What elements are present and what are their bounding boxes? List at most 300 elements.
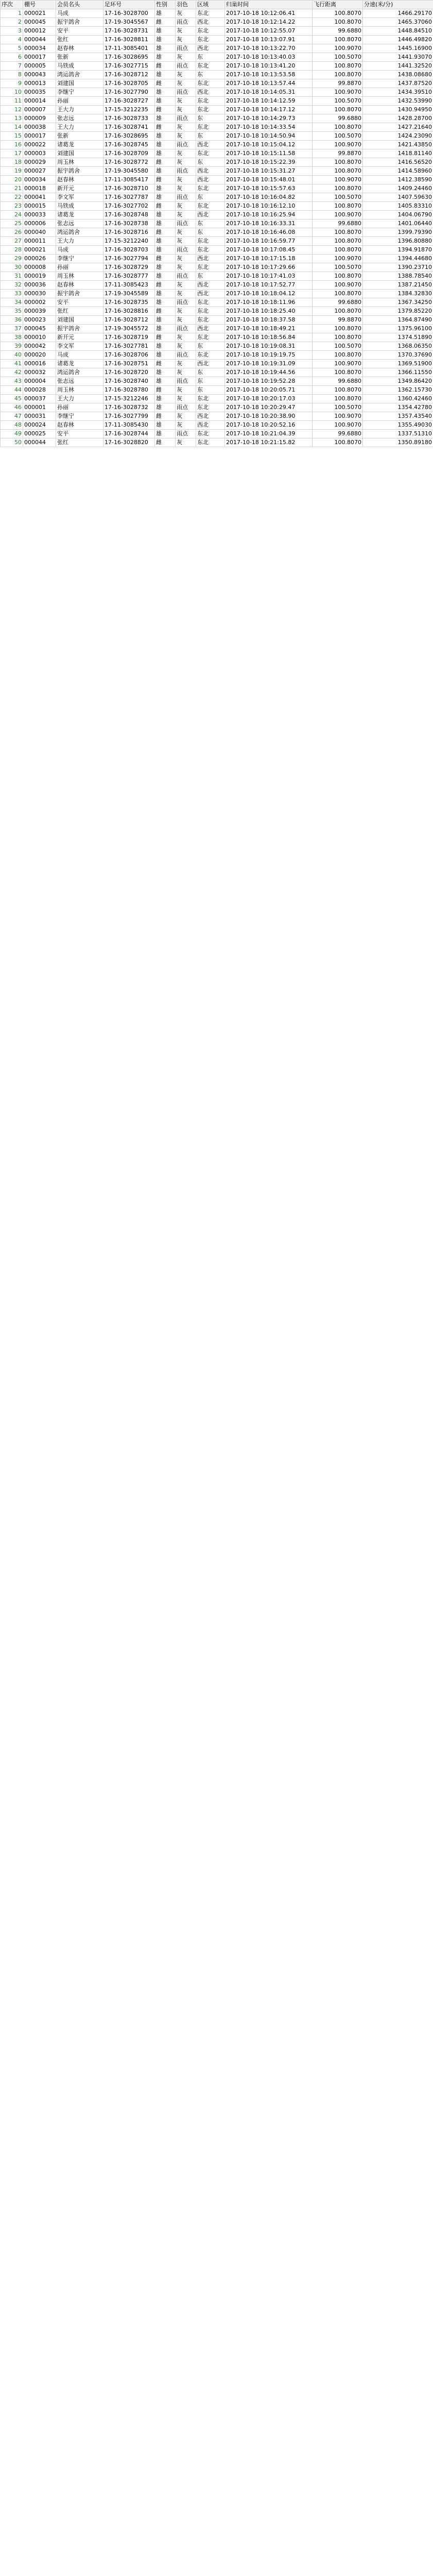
- table-cell: 000041: [23, 193, 56, 202]
- table-cell: 1428.28700: [363, 114, 433, 123]
- table-cell: 灰: [176, 184, 196, 193]
- table-cell: 000020: [23, 351, 56, 360]
- table-row: [1, 351, 433, 360]
- table-cell: 1369.51900: [363, 360, 433, 368]
- table-cell: 1416.56520: [363, 158, 433, 167]
- table-cell: 000035: [23, 88, 56, 97]
- table-row: [1, 290, 433, 298]
- table-cell: 东: [196, 386, 225, 395]
- table-row: [1, 167, 433, 176]
- table-cell: 雄: [155, 219, 176, 228]
- table-cell: 西北: [196, 18, 225, 27]
- table-cell: 雨点: [176, 351, 196, 360]
- table-cell: 灰: [176, 290, 196, 298]
- table-cell: 东北: [196, 351, 225, 360]
- table-cell: 40: [1, 351, 23, 360]
- table-cell: 42: [1, 368, 23, 377]
- table-cell: 灰: [176, 368, 196, 377]
- table-cell: 2017-10-18 10:19:19.75: [225, 351, 313, 360]
- table-cell: 100.8070: [313, 106, 363, 114]
- table-cell: 000001: [23, 403, 56, 412]
- table-cell: 100.9070: [313, 412, 363, 421]
- table-row: [1, 272, 433, 281]
- table-cell: 38: [1, 333, 23, 342]
- table-cell: 100.8070: [313, 438, 363, 447]
- table-cell: 灰: [176, 27, 196, 36]
- table-cell: 2017-10-18 10:20:52.16: [225, 421, 313, 430]
- table-cell: 99.6880: [313, 298, 363, 307]
- table-cell: 雄: [155, 237, 176, 246]
- table-cell: 东北: [196, 298, 225, 307]
- table-cell: 东: [196, 132, 225, 141]
- table-cell: 灰: [176, 132, 196, 141]
- table-cell: 雨点: [176, 272, 196, 281]
- table-cell: 17-16-3028744: [103, 430, 155, 438]
- table-cell: 王大力: [56, 237, 103, 246]
- table-cell: 17-16-3028727: [103, 97, 155, 106]
- table-cell: 000037: [23, 395, 56, 403]
- table-cell: 周玉林: [56, 272, 103, 281]
- table-cell: 1375.96100: [363, 325, 433, 333]
- table-cell: 28: [1, 246, 23, 255]
- table-row: [1, 403, 433, 412]
- table-cell: 灰: [176, 333, 196, 342]
- table-cell: 17-16-3028740: [103, 377, 155, 386]
- table-cell: 1399.79390: [363, 228, 433, 237]
- table-cell: 000021: [23, 9, 56, 18]
- table-cell: 振宇鸽舍: [56, 290, 103, 298]
- table-cell: 诸葛龙: [56, 141, 103, 149]
- table-cell: 张志远: [56, 219, 103, 228]
- table-cell: 雌: [155, 176, 176, 184]
- table-cell: 雨点: [176, 298, 196, 307]
- table-cell: 000040: [23, 228, 56, 237]
- table-cell: 33: [1, 290, 23, 298]
- table-cell: 1370.37690: [363, 351, 433, 360]
- table-cell: 东: [196, 219, 225, 228]
- table-cell: 8: [1, 71, 23, 79]
- table-cell: 1337.51310: [363, 430, 433, 438]
- table-cell: 99.8870: [313, 316, 363, 325]
- table-cell: 000013: [23, 79, 56, 88]
- header-cell: 归巢时间: [225, 1, 313, 9]
- table-cell: 99.6880: [313, 430, 363, 438]
- table-cell: 000030: [23, 290, 56, 298]
- table-cell: 东北: [196, 62, 225, 71]
- table-cell: 东: [196, 342, 225, 351]
- table-cell: 西北: [196, 281, 225, 290]
- table-cell: 100.5070: [313, 342, 363, 351]
- table-cell: 灰: [176, 36, 196, 44]
- table-cell: 17-16-3028777: [103, 272, 155, 281]
- table-cell: 19: [1, 167, 23, 176]
- table-cell: 000002: [23, 298, 56, 307]
- table-row: [1, 36, 433, 44]
- table-row: [1, 395, 433, 403]
- table-row: [1, 325, 433, 333]
- table-cell: 诸葛龙: [56, 360, 103, 368]
- table-cell: 10: [1, 88, 23, 97]
- table-cell: 周玉林: [56, 158, 103, 167]
- table-cell: 2: [1, 18, 23, 27]
- table-cell: 2017-10-18 10:18:25.40: [225, 307, 313, 316]
- table-cell: 1349.86420: [363, 377, 433, 386]
- table-cell: 100.9070: [313, 44, 363, 53]
- table-cell: 17-16-3028706: [103, 351, 155, 360]
- table-cell: 100.9070: [313, 88, 363, 97]
- table-cell: 17-16-3028816: [103, 307, 155, 316]
- table-cell: 1432.53990: [363, 97, 433, 106]
- table-cell: 27: [1, 237, 23, 246]
- table-cell: 东北: [196, 438, 225, 447]
- table-cell: 雌: [155, 333, 176, 342]
- table-cell: 000034: [23, 44, 56, 53]
- table-cell: 雨点: [176, 62, 196, 71]
- table-cell: 东北: [196, 79, 225, 88]
- table-cell: 东: [196, 272, 225, 281]
- table-cell: 100.8070: [313, 158, 363, 167]
- table-cell: 雌: [155, 438, 176, 447]
- table-cell: 17-15-3212246: [103, 395, 155, 403]
- table-cell: 17-16-3028703: [103, 246, 155, 255]
- table-cell: 灰: [176, 386, 196, 395]
- table-cell: 17-19-3045572: [103, 325, 155, 333]
- table-cell: 1448.84510: [363, 27, 433, 36]
- table-row: [1, 298, 433, 307]
- table-row: [1, 123, 433, 132]
- table-cell: 100.9070: [313, 176, 363, 184]
- table-cell: 000003: [23, 149, 56, 158]
- table-cell: 17-16-3028700: [103, 9, 155, 18]
- header-row: [1, 1, 433, 9]
- table-cell: 000008: [23, 263, 56, 272]
- table-cell: 2017-10-18 10:18:49.21: [225, 325, 313, 333]
- table-cell: 雄: [155, 263, 176, 272]
- table-cell: 赵春林: [56, 44, 103, 53]
- table-cell: 12: [1, 106, 23, 114]
- table-cell: 24: [1, 211, 23, 219]
- table-cell: 振宇鸽舍: [56, 167, 103, 176]
- table-row: [1, 176, 433, 184]
- table-cell: 17-16-3028720: [103, 368, 155, 377]
- header-cell: 足环号: [103, 1, 155, 9]
- table-cell: 1388.78540: [363, 272, 433, 281]
- table-cell: 100.8070: [313, 333, 363, 342]
- table-cell: 100.8070: [313, 386, 363, 395]
- table-cell: 000011: [23, 237, 56, 246]
- table-cell: 雨点: [176, 18, 196, 27]
- table-cell: 李文军: [56, 342, 103, 351]
- table-cell: 000036: [23, 281, 56, 290]
- table-cell: 000024: [23, 421, 56, 430]
- table-row: [1, 377, 433, 386]
- table-cell: 22: [1, 193, 23, 202]
- table-cell: 100.8070: [313, 123, 363, 132]
- table-cell: 000019: [23, 272, 56, 281]
- table-cell: 王大力: [56, 395, 103, 403]
- table-cell: 17-11-3085417: [103, 176, 155, 184]
- table-cell: 灰: [176, 263, 196, 272]
- table-row: [1, 27, 433, 36]
- table-cell: 张新: [56, 53, 103, 62]
- table-cell: 雄: [155, 184, 176, 193]
- table-cell: 雨点: [176, 114, 196, 123]
- table-cell: 000009: [23, 114, 56, 123]
- table-cell: 王大力: [56, 106, 103, 114]
- table-cell: 49: [1, 430, 23, 438]
- table-cell: 1379.85220: [363, 307, 433, 316]
- table-row: [1, 71, 433, 79]
- table-cell: 灰: [176, 228, 196, 237]
- table-cell: 雌: [155, 360, 176, 368]
- table-cell: 000025: [23, 430, 56, 438]
- table-cell: 25: [1, 219, 23, 228]
- table-cell: 雄: [155, 430, 176, 438]
- header-cell: 序次: [1, 1, 23, 9]
- table-cell: 14: [1, 123, 23, 132]
- table-cell: 雨点: [176, 219, 196, 228]
- table-cell: 000038: [23, 123, 56, 132]
- table-cell: 雨点: [176, 88, 196, 97]
- table-cell: 17-16-3027715: [103, 62, 155, 71]
- table-cell: 雌: [155, 123, 176, 132]
- table-cell: 000012: [23, 27, 56, 36]
- table-cell: 99.6880: [313, 114, 363, 123]
- table-cell: 东: [196, 193, 225, 202]
- table-cell: 东北: [196, 263, 225, 272]
- table-cell: 李继宁: [56, 88, 103, 97]
- table-cell: 鸿运鸽舍: [56, 228, 103, 237]
- table-cell: 东北: [196, 9, 225, 18]
- table-cell: 安平: [56, 430, 103, 438]
- table-row: [1, 106, 433, 114]
- table-row: [1, 316, 433, 325]
- table-cell: 17: [1, 149, 23, 158]
- table-cell: 100.8070: [313, 307, 363, 316]
- table-cell: 振宇鸽舍: [56, 18, 103, 27]
- table-cell: 000017: [23, 132, 56, 141]
- table-cell: 灰: [176, 316, 196, 325]
- table-cell: 100.8070: [313, 18, 363, 27]
- table-cell: 000028: [23, 386, 56, 395]
- table-cell: 雄: [155, 246, 176, 255]
- table-cell: 李继宁: [56, 255, 103, 263]
- table-cell: 西北: [196, 290, 225, 298]
- table-cell: 张新: [56, 132, 103, 141]
- table-cell: 000006: [23, 219, 56, 228]
- table-cell: 灰: [176, 281, 196, 290]
- table-cell: 32: [1, 281, 23, 290]
- table-cell: 1409.24460: [363, 184, 433, 193]
- table-cell: 16: [1, 141, 23, 149]
- table-cell: 马成: [56, 351, 103, 360]
- table-cell: 雨点: [176, 403, 196, 412]
- table-row: [1, 88, 433, 97]
- table-cell: 000017: [23, 53, 56, 62]
- table-cell: 孙丽: [56, 403, 103, 412]
- table-cell: 灰: [176, 255, 196, 263]
- table-row: [1, 237, 433, 246]
- table-cell: 99.8870: [313, 79, 363, 88]
- table-cell: 刘建国: [56, 79, 103, 88]
- table-cell: 000023: [23, 316, 56, 325]
- table-cell: 17-16-3028705: [103, 79, 155, 88]
- table-cell: 2017-10-18 10:17:52.77: [225, 281, 313, 290]
- table-cell: 1390.23710: [363, 263, 433, 272]
- table-cell: 鸿运鸽舍: [56, 368, 103, 377]
- table-cell: 30: [1, 263, 23, 272]
- table-cell: 东北: [196, 307, 225, 316]
- table-cell: 东北: [196, 123, 225, 132]
- table-cell: 2017-10-18 10:18:11.96: [225, 298, 313, 307]
- table-cell: 2017-10-18 10:14:50.94: [225, 132, 313, 141]
- table-cell: 灰: [176, 123, 196, 132]
- table-cell: 东: [196, 53, 225, 62]
- table-row: [1, 97, 433, 106]
- table-cell: 2017-10-18 10:17:29.66: [225, 263, 313, 272]
- table-cell: 雌: [155, 202, 176, 211]
- header-cell: 棚号: [23, 1, 56, 9]
- table-row: [1, 368, 433, 377]
- table-cell: 雄: [155, 167, 176, 176]
- table-cell: 100.8070: [313, 184, 363, 193]
- table-cell: 41: [1, 360, 23, 368]
- table-cell: 雄: [155, 351, 176, 360]
- table-cell: 西北: [196, 412, 225, 421]
- table-cell: 灰: [176, 307, 196, 316]
- table-cell: 13: [1, 114, 23, 123]
- table-cell: 东北: [196, 36, 225, 44]
- table-cell: 2017-10-18 10:19:08.31: [225, 342, 313, 351]
- table-cell: 2017-10-18 10:14:17.12: [225, 106, 313, 114]
- table-cell: 17-16-3028731: [103, 27, 155, 36]
- table-row: [1, 412, 433, 421]
- table-cell: 2017-10-18 10:13:53.58: [225, 71, 313, 79]
- table-cell: 张红: [56, 438, 103, 447]
- table-cell: 1355.49030: [363, 421, 433, 430]
- table-cell: 17-19-3045567: [103, 18, 155, 27]
- table-cell: 17-16-3028695: [103, 132, 155, 141]
- table-cell: 2017-10-18 10:15:22.39: [225, 158, 313, 167]
- table-cell: 1394.91870: [363, 246, 433, 255]
- table-cell: 雄: [155, 132, 176, 141]
- table-cell: 鸿运鸽舍: [56, 71, 103, 79]
- table-cell: 000018: [23, 184, 56, 193]
- table-cell: 雨点: [176, 44, 196, 53]
- table-cell: 1414.58960: [363, 167, 433, 176]
- table-row: [1, 333, 433, 342]
- table-cell: 灰: [176, 421, 196, 430]
- table-cell: 灰: [176, 106, 196, 114]
- table-cell: 100.5070: [313, 263, 363, 272]
- table-row: [1, 158, 433, 167]
- table-cell: 100.8070: [313, 395, 363, 403]
- table-cell: 雌: [155, 255, 176, 263]
- table-cell: 1387.21450: [363, 281, 433, 290]
- table-cell: 17-11-3085423: [103, 281, 155, 290]
- table-cell: 100.5070: [313, 403, 363, 412]
- table-cell: 东北: [196, 246, 225, 255]
- table-cell: 雌: [155, 228, 176, 237]
- table-cell: 东北: [196, 106, 225, 114]
- table-cell: 1412.38590: [363, 176, 433, 184]
- table-cell: 周玉林: [56, 386, 103, 395]
- table-cell: 1441.32520: [363, 62, 433, 71]
- table-cell: 000042: [23, 342, 56, 351]
- table-cell: 1401.06440: [363, 219, 433, 228]
- table-cell: 000033: [23, 211, 56, 219]
- table-cell: 孙丽: [56, 97, 103, 106]
- table-row: [1, 149, 433, 158]
- table-row: [1, 53, 433, 62]
- table-cell: 100.8070: [313, 368, 363, 377]
- table-row: [1, 430, 433, 438]
- table-row: [1, 307, 433, 316]
- table-cell: 2017-10-18 10:18:37.58: [225, 316, 313, 325]
- table-cell: 000032: [23, 368, 56, 377]
- table-cell: 2017-10-18 10:21:04.39: [225, 430, 313, 438]
- table-cell: 1466.29170: [363, 9, 433, 18]
- table-cell: 1424.23090: [363, 132, 433, 141]
- table-cell: 2017-10-18 10:17:15.18: [225, 255, 313, 263]
- table-cell: 东: [196, 71, 225, 79]
- table-cell: 26: [1, 228, 23, 237]
- table-cell: 2017-10-18 10:14:33.54: [225, 123, 313, 132]
- table-cell: 100.9070: [313, 141, 363, 149]
- table-cell: 灰: [176, 53, 196, 62]
- table-cell: 马成: [56, 246, 103, 255]
- table-cell: 99.6880: [313, 27, 363, 36]
- table-cell: 1421.43850: [363, 141, 433, 149]
- table-cell: 17-19-3045589: [103, 290, 155, 298]
- table-cell: 雌: [155, 62, 176, 71]
- table-cell: 振宇鸽舍: [56, 325, 103, 333]
- table-cell: 1364.87490: [363, 316, 433, 325]
- table-cell: 17-11-3085401: [103, 44, 155, 53]
- table-cell: 2017-10-18 10:12:55.07: [225, 27, 313, 36]
- table-cell: 17-16-3027702: [103, 202, 155, 211]
- table-cell: 45: [1, 395, 23, 403]
- table-row: [1, 18, 433, 27]
- table-cell: 灰: [176, 237, 196, 246]
- table-cell: 东北: [196, 333, 225, 342]
- table-cell: 2017-10-18 10:21:15.82: [225, 438, 313, 447]
- table-cell: 灰: [176, 211, 196, 219]
- table-row: [1, 421, 433, 430]
- table-cell: 西北: [196, 88, 225, 97]
- table-cell: 诸葛龙: [56, 211, 103, 219]
- table-cell: 雄: [155, 88, 176, 97]
- table-cell: 35: [1, 307, 23, 316]
- table-cell: 1446.49820: [363, 36, 433, 44]
- table-cell: 17-16-3028712: [103, 71, 155, 79]
- table-cell: 雄: [155, 149, 176, 158]
- table-cell: 2017-10-18 10:14:29.73: [225, 114, 313, 123]
- table-cell: 西北: [196, 176, 225, 184]
- table-cell: 50: [1, 438, 23, 447]
- table-row: [1, 62, 433, 71]
- table-cell: 000004: [23, 377, 56, 386]
- table-cell: 赵春林: [56, 281, 103, 290]
- table-cell: 雄: [155, 316, 176, 325]
- table-cell: 安平: [56, 27, 103, 36]
- table-cell: 2017-10-18 10:14:12.59: [225, 97, 313, 106]
- table-cell: 东北: [196, 184, 225, 193]
- table-cell: 雄: [155, 9, 176, 18]
- table-row: [1, 342, 433, 351]
- table-cell: 17-16-3028729: [103, 263, 155, 272]
- table-cell: 马铁成: [56, 62, 103, 71]
